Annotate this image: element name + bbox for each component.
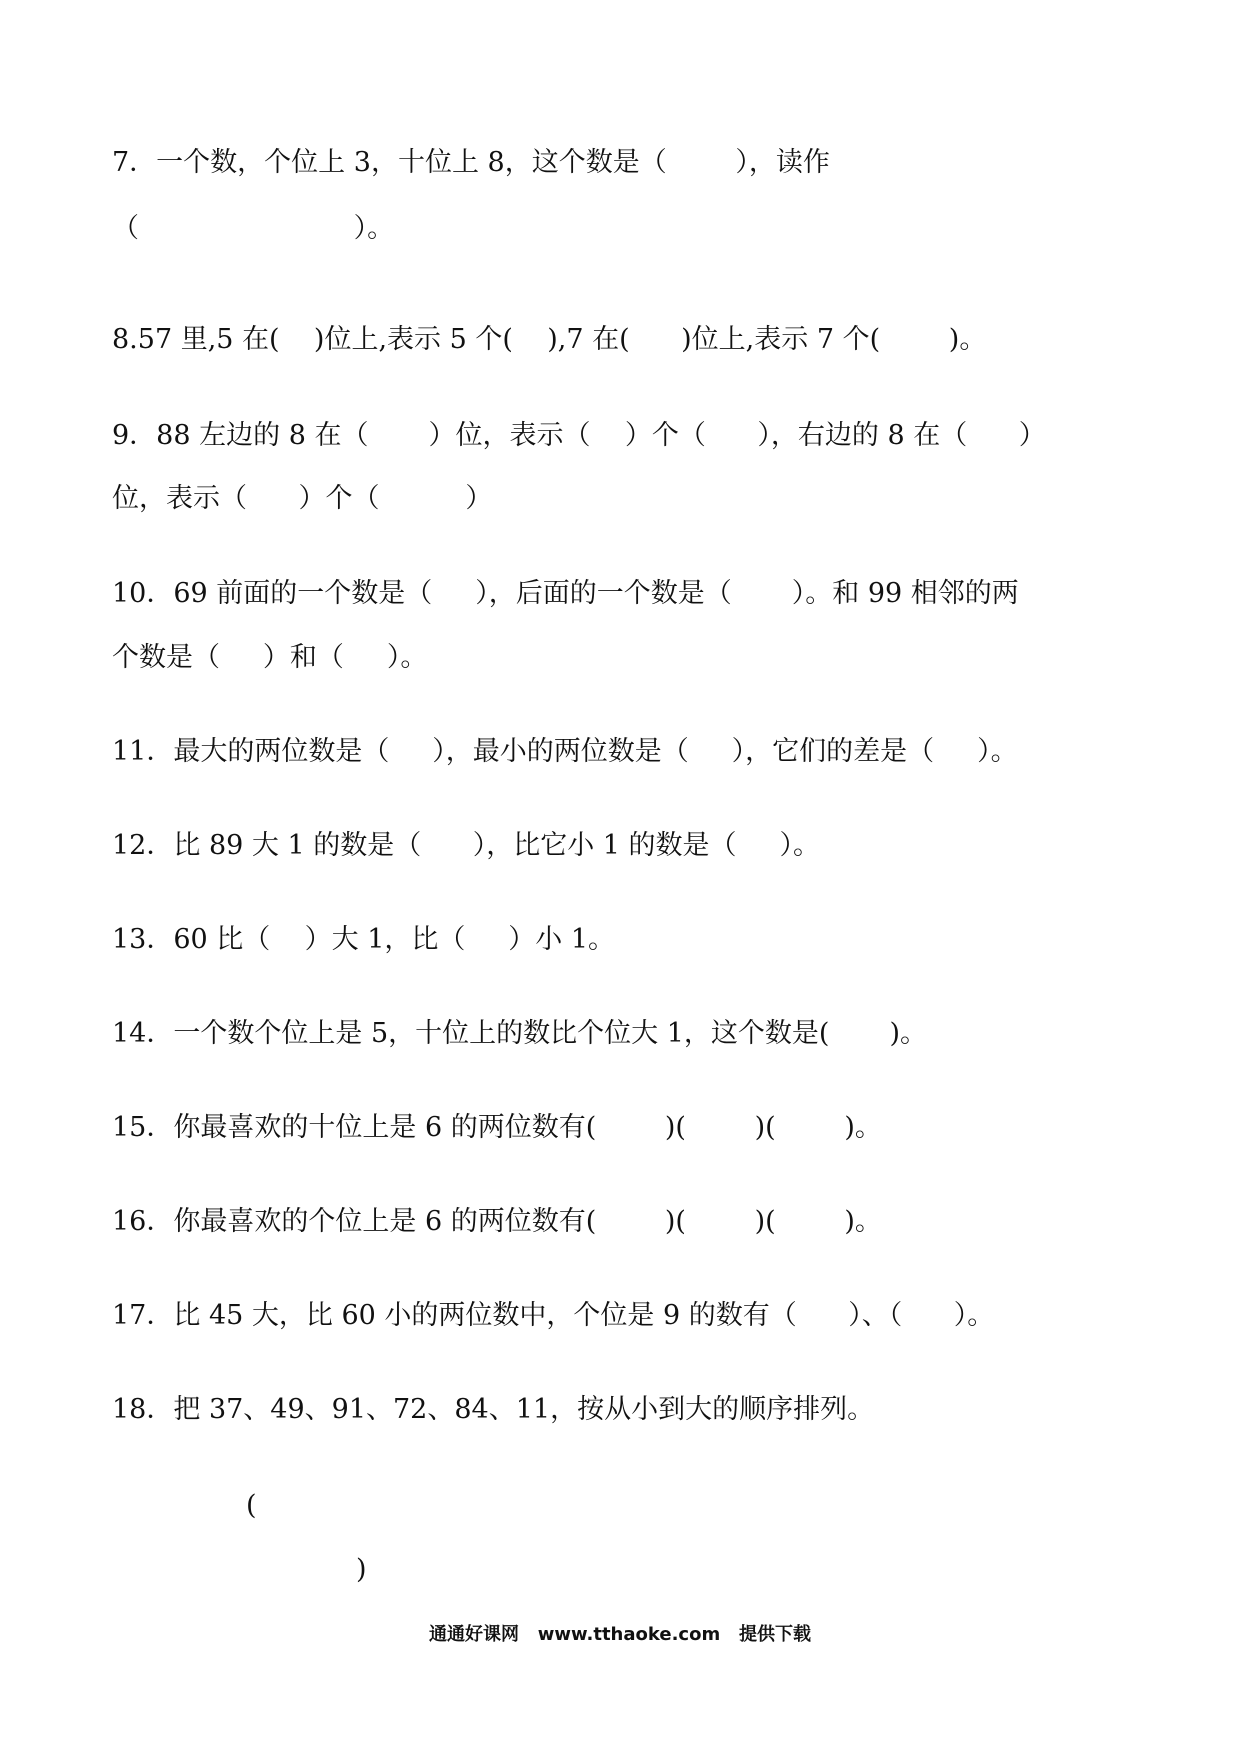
question-17: 17．比 45 大，比 60 小的两位数中，个位是 9 的数有（ ）、（ ）。	[112, 1300, 995, 1331]
question-14: 14．一个数个位上是 5，十位上的数比个位大 1，这个数是( )。	[112, 1018, 928, 1049]
question-13: 13．60 比（ ）大 1，比（ ）小 1。	[112, 924, 616, 955]
footer-credit: 通通好课网 www.tthaoke.com 提供下载	[428, 1624, 812, 1645]
question-16: 16．你最喜欢的个位上是 6 的两位数有( )( )( )。	[112, 1206, 882, 1237]
question-15: 15．你最喜欢的十位上是 6 的两位数有( )( )( )。	[112, 1112, 882, 1143]
question-9-line-2: 位，表示（ ）个（ ）	[112, 483, 493, 514]
question-10-line-2: 个数是（ ）和（ ）。	[112, 642, 428, 673]
question-8: 8.57 里,5 在( )位上,表示 5 个( ),7 在( )位上,表示 7 个( )。	[112, 324, 987, 355]
question-7-line-2: （ ）。	[112, 213, 395, 244]
question-18: 18．把 37、49、91、72、84、11，按从小到大的顺序排列。	[112, 1394, 875, 1425]
answer-close-paren: )	[356, 1554, 367, 1585]
question-11: 11．最大的两位数是（ ），最小的两位数是（ ），它们的差是（ ）。	[112, 736, 1018, 767]
question-10-line-1: 10．69 前面的一个数是（ ），后面的一个数是（ ）。和 99 相邻的两	[112, 578, 1019, 609]
question-7-line-1: 7．一个数，个位上 3，十位上 8，这个数是（ ），读作	[112, 147, 830, 178]
question-9-line-1: 9．88 左边的 8 在（ ）位，表示（ ）个（ ），右边的 8 在（ ）	[112, 420, 1046, 451]
answer-open-paren: (	[246, 1490, 257, 1521]
question-12: 12．比 89 大 1 的数是（ ），比它小 1 的数是（ ）。	[112, 830, 820, 861]
